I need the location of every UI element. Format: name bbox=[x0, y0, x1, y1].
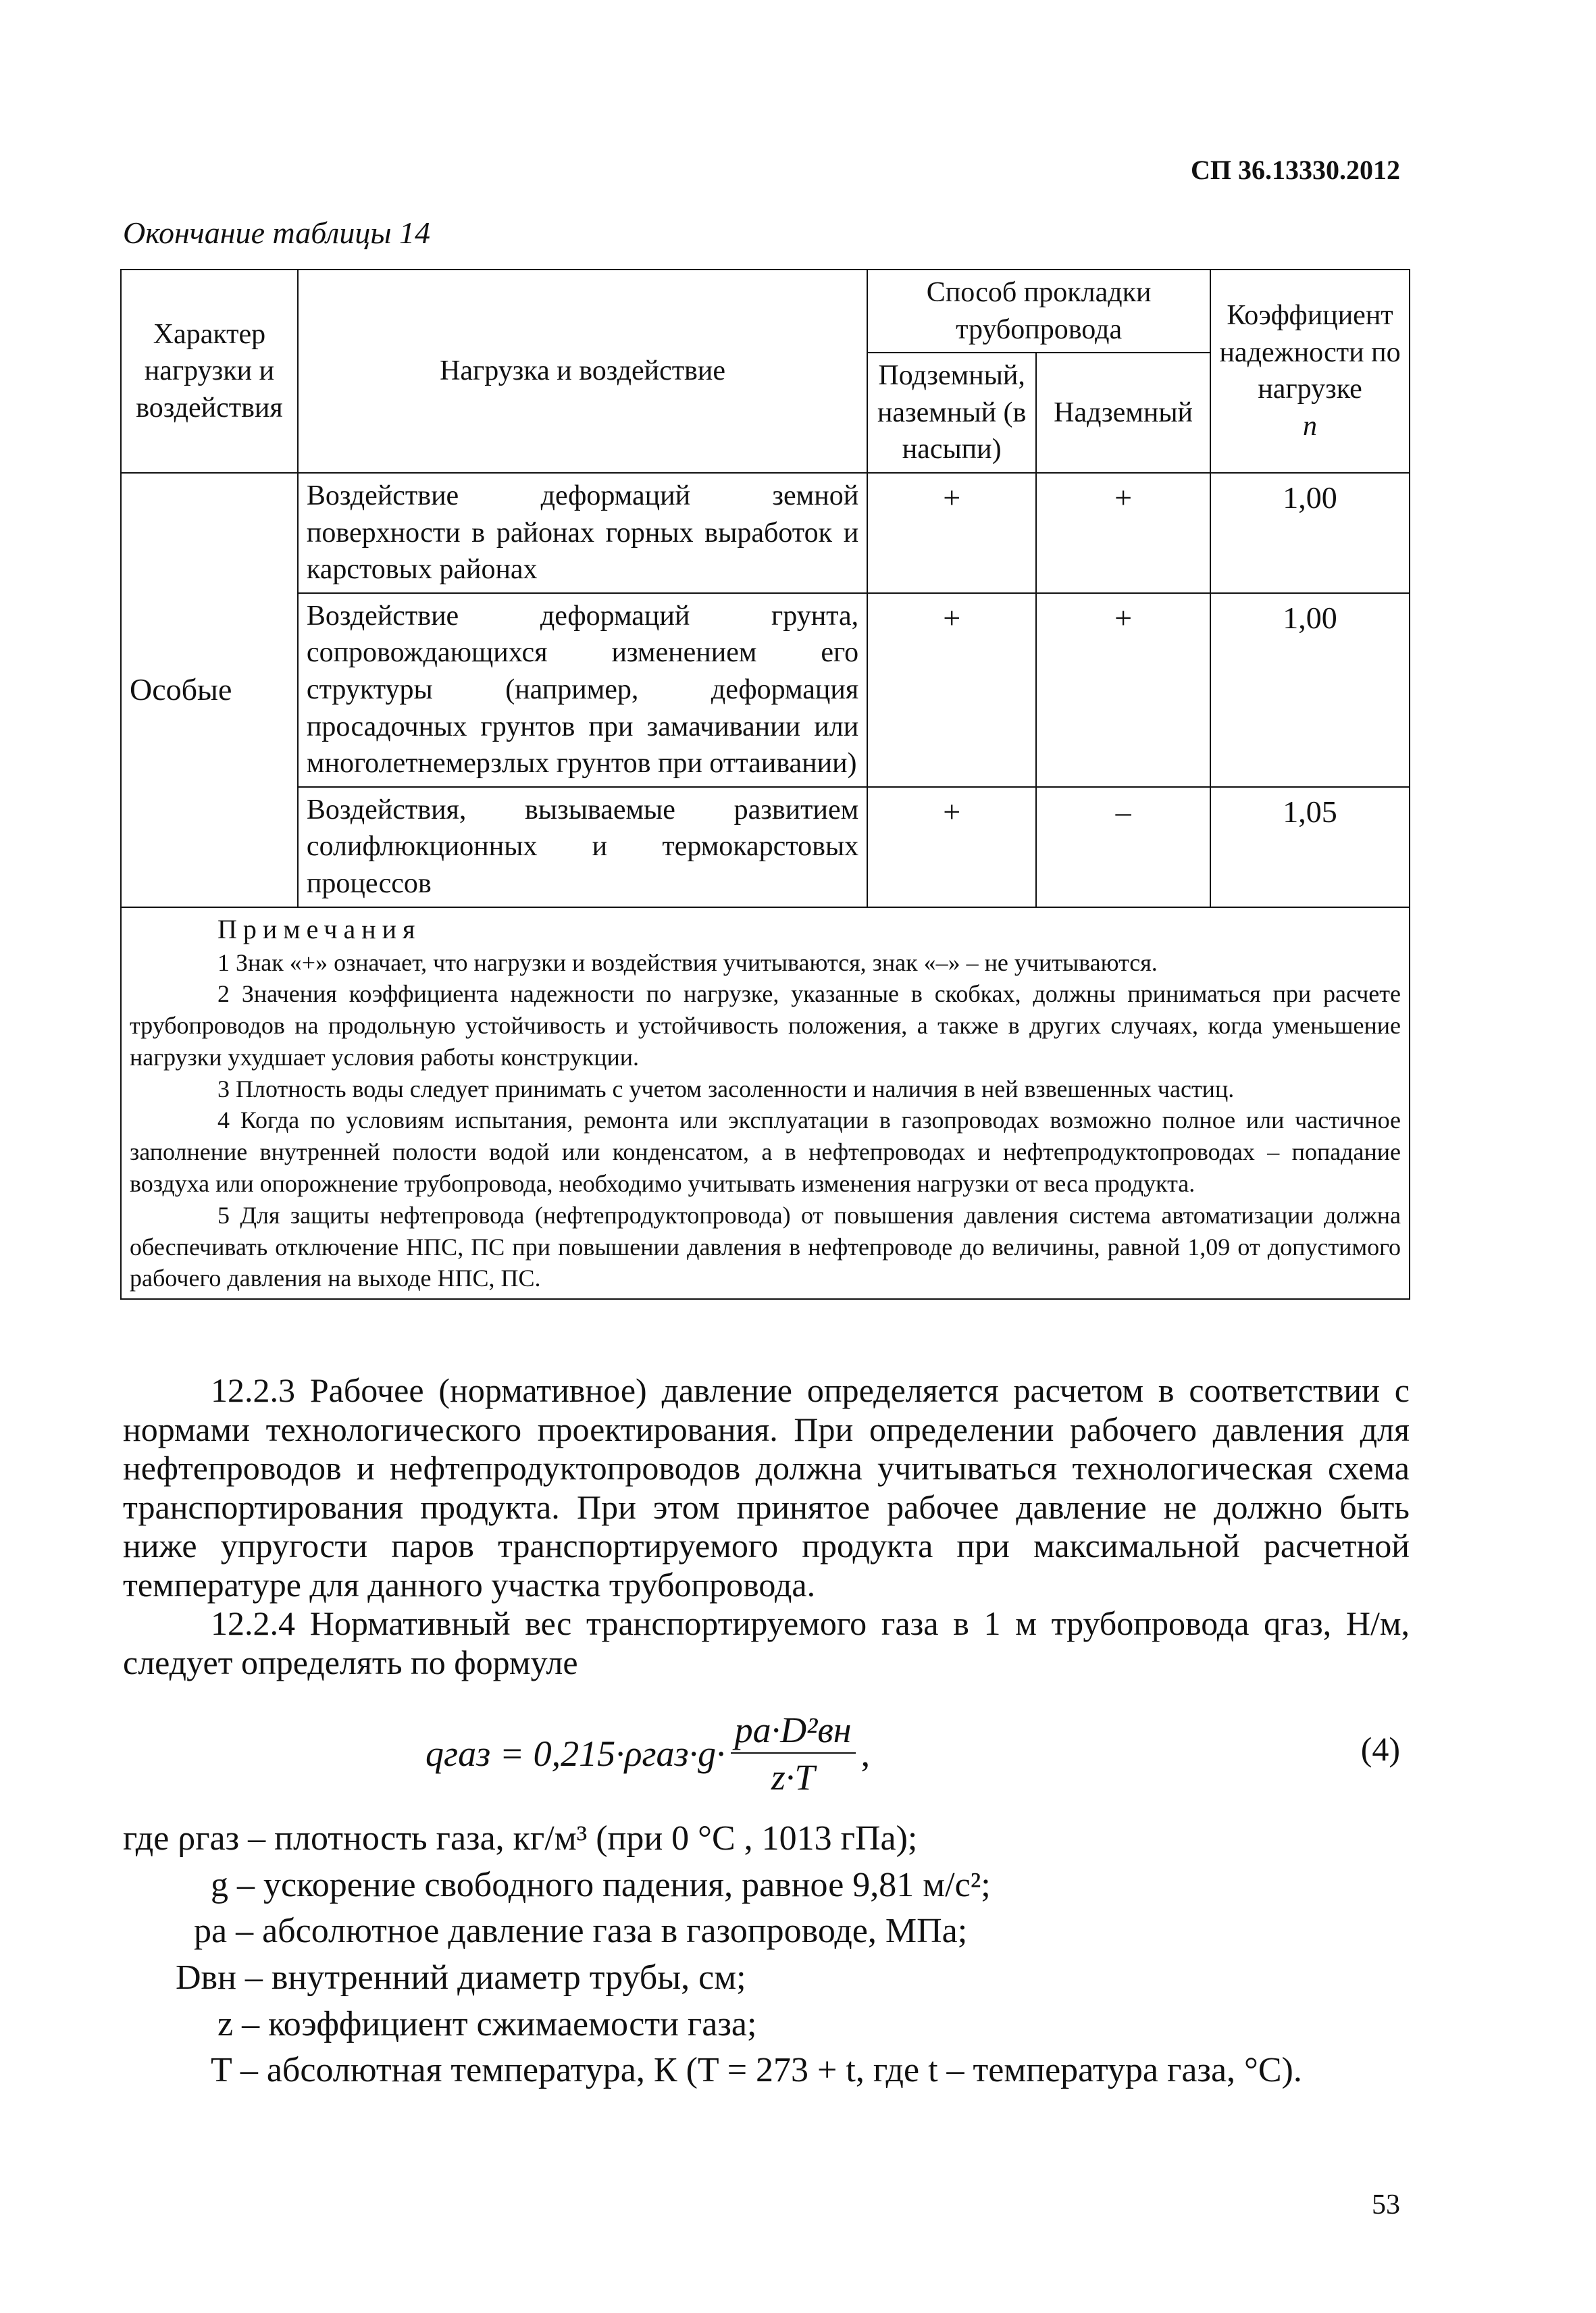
formula-4 bbox=[426, 1709, 870, 1798]
note: 5 Для защиты нефтепровода (нефтепродуктопровода) от повышения давления система автоматизации должна обеспечивать отключение НПС, ПС при повышении давления в нефтепроводе до величины, равной 1,09 от допустимого рабочего давления на выходе НПС, ПС. bbox=[130, 1201, 1401, 1292]
table-row bbox=[121, 473, 1410, 593]
document-code: СП 36.13330.2012 bbox=[1191, 155, 1400, 185]
definition-line: z – коэффициент сжимаемости газа; bbox=[217, 2004, 757, 2043]
table-header-row bbox=[121, 270, 1410, 353]
header-load: Нагрузка и воздействие bbox=[298, 270, 867, 473]
header-underground: Подземный, наземный (в насыпи) bbox=[867, 353, 1036, 473]
paragraph-text: 12.2.3 Рабочее (нормативное) давление определяется расчетом в соответствии с нормами технологического проектирования. При определении рабочего давления для нефтепроводов и нефтепродуктопроводов должна учитываться технологическая схема транспортирования продукта. При этом принятое рабочее давление не должно быть ниже упругости паров транспортируемого продукта при максимальной расчетной температуре для данного участка трубопровода. bbox=[123, 1371, 1410, 1604]
load-cell: Воздействие деформаций грунта, сопровождающихся изменением его структуры (например, деформация просадочных грунтов при замачивании или многолетнемерзлых грунтов при оттаивании) bbox=[298, 593, 867, 787]
header-coefficient-symbol: n bbox=[1303, 411, 1318, 442]
note: 4 Когда по условиям испытания, ремонта или эксплуатации в газопроводах возможно полное или частичное заполнение внутренней полости водой или конденсатом, а в нефтепроводах и нефтепродуктопроводах – попадание воздуха или опорожнение трубопровода, необходимо учитывать изменения нагрузки от веса продукта. bbox=[130, 1107, 1401, 1198]
sign-cell: + bbox=[867, 473, 1036, 593]
definitions bbox=[123, 1816, 1302, 2094]
note: 2 Значения коэффициента надежности по нагрузке, указанные в скобках, должны приниматься при расчете трубопроводов на продольную устойчивость и устойчивость положения, а также в других случаях, когда уменьшение нагрузки ухудшает условия работы конструкции. bbox=[130, 980, 1401, 1071]
paragraph-12-2-4 bbox=[123, 1604, 1410, 1682]
equation-number: (4) bbox=[1360, 1730, 1400, 1768]
load-cell: Воздействие деформаций земной поверхности в районах горных выработок и карстовых районах bbox=[298, 473, 867, 593]
coefficient-cell: 1,00 bbox=[1210, 473, 1410, 593]
category-cell: Особые bbox=[121, 473, 298, 907]
notes-title: Примечания bbox=[217, 913, 421, 944]
formula-trail: , bbox=[860, 1733, 871, 1774]
note: 1 Знак «+» означает, что нагрузки и воздействия учитываются, знак «–» – не учитываются. bbox=[217, 948, 1158, 976]
header-aboveground: Надземный bbox=[1036, 353, 1210, 473]
table-row bbox=[121, 787, 1410, 907]
formula-fraction bbox=[731, 1709, 856, 1798]
definition-line: T – абсолютная температура, К (T = 273 + t, где t – температура газа, °С). bbox=[211, 2051, 1302, 2090]
sign-cell: + bbox=[1036, 473, 1210, 593]
load-cell: Воздействия, вызываемые развитием солифлюкционных и термокарстовых процессов bbox=[298, 787, 867, 907]
definition-line: где ρгаз – плотность газа, кг/м³ (при 0 °С , 1013 гПа); bbox=[123, 1819, 918, 1858]
header-coefficient-label: Коэффициент надежности по нагрузке bbox=[1219, 300, 1401, 405]
note: 3 Плотность воды следует принимать с учетом засоленности и наличия в ней взвешенных частиц. bbox=[217, 1075, 1235, 1102]
header-coefficient bbox=[1210, 270, 1410, 473]
table-caption: Окончание таблицы 14 bbox=[123, 215, 430, 250]
notes-cell bbox=[121, 907, 1410, 1300]
header-load-type: Характер нагрузки и воздействия bbox=[121, 270, 298, 473]
notes-row bbox=[121, 907, 1410, 1300]
definition-line: pa – абсолютное давление газа в газопроводе, МПа; bbox=[194, 1912, 968, 1951]
formula-lhs: qгаз = 0,215·ρгаз·g· bbox=[426, 1733, 725, 1774]
table-14 bbox=[120, 269, 1410, 1300]
table-row bbox=[121, 593, 1410, 787]
sign-cell: + bbox=[867, 593, 1036, 787]
coefficient-cell: 1,05 bbox=[1210, 787, 1410, 907]
sign-cell: – bbox=[1036, 787, 1210, 907]
formula-denominator: z·T bbox=[771, 1757, 815, 1798]
definition-line: Dвн – внутренний диаметр трубы, см; bbox=[176, 1958, 746, 1997]
paragraph-12-2-3 bbox=[123, 1371, 1410, 1604]
sign-cell: + bbox=[867, 787, 1036, 907]
definition-line: g – ускорение свободного падения, равное 9,81 м/с²; bbox=[211, 1865, 991, 1904]
page-number: 53 bbox=[1372, 2189, 1400, 2220]
sign-cell: + bbox=[1036, 593, 1210, 787]
header-laying-method: Способ прокладки трубопровода bbox=[867, 270, 1210, 353]
coefficient-cell: 1,00 bbox=[1210, 593, 1410, 787]
formula-numerator: pa·D²вн bbox=[731, 1709, 856, 1754]
paragraph-text: 12.2.4 Нормативный вес транспортируемого газа в 1 м трубопровода qгаз, Н/м, следует определять по формуле bbox=[123, 1604, 1410, 1681]
